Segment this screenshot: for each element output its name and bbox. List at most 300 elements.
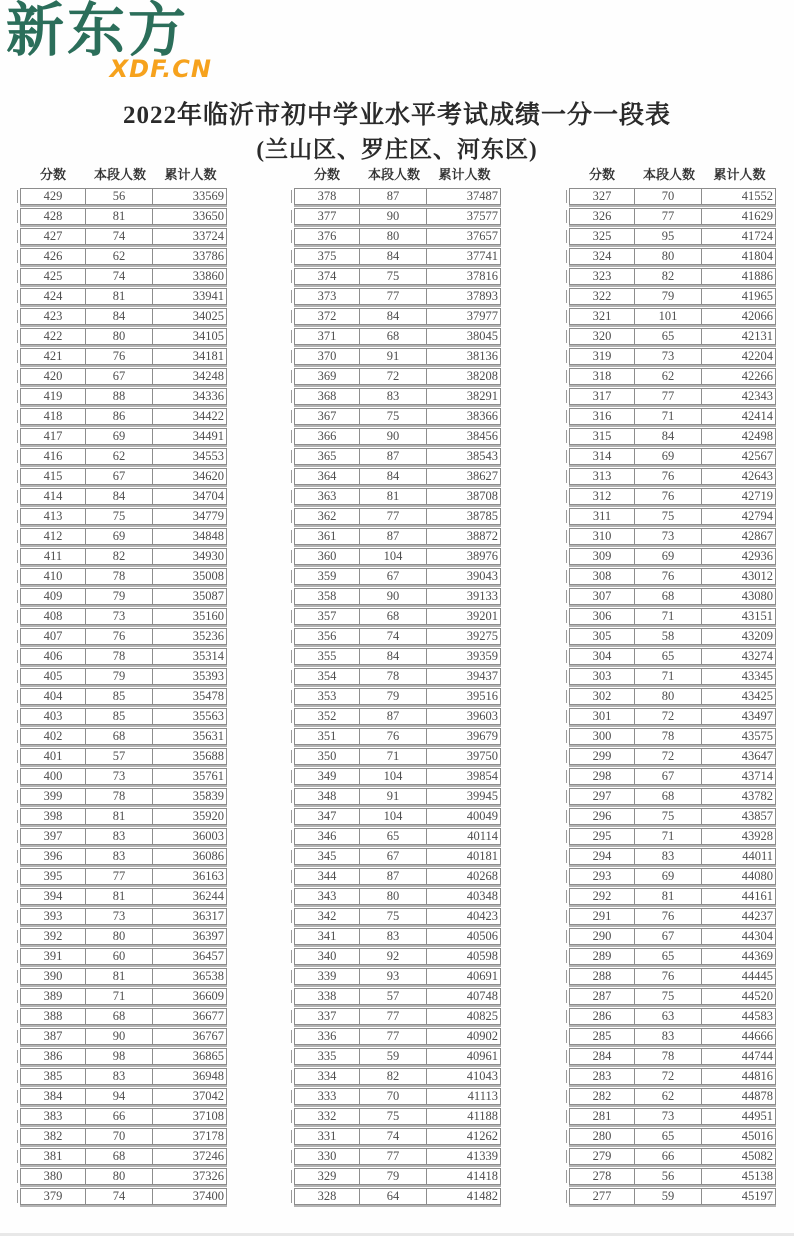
score-cell: 353 <box>317 689 337 703</box>
segment-count-cell: 74 <box>85 269 152 284</box>
score-cell: 335 <box>317 1049 337 1063</box>
table-row <box>20 788 227 805</box>
segment-count-cell: 81 <box>359 489 426 504</box>
segment-count-cell: 85 <box>85 709 152 724</box>
segment-count-cell: 78 <box>634 729 701 744</box>
score-cell: 370 <box>317 349 337 363</box>
segment-count-cell: 62 <box>85 449 152 464</box>
table-row <box>294 928 501 945</box>
table-header-row <box>569 166 776 184</box>
segment-count-cell: 77 <box>85 869 152 884</box>
score-cell: 392 <box>43 929 63 943</box>
table-header-row <box>20 166 227 184</box>
table-row <box>294 408 501 425</box>
segment-count-cell: 79 <box>85 589 152 604</box>
cumulative-count-cell: 40181 <box>426 849 500 864</box>
cumulative-count-cell: 36677 <box>152 1009 226 1024</box>
cumulative-count-cell: 40691 <box>426 969 500 984</box>
cumulative-count-cell: 44011 <box>701 849 775 864</box>
score-cell: 342 <box>317 909 337 923</box>
cumulative-count-cell: 44161 <box>701 889 775 904</box>
cumulative-count-cell: 36457 <box>152 949 226 964</box>
table-row <box>294 828 501 845</box>
table-row <box>569 588 776 605</box>
segment-count-cell: 83 <box>359 929 426 944</box>
segment-count-cell: 68 <box>85 729 152 744</box>
table-row <box>294 668 501 685</box>
cumulative-count-cell: 37326 <box>152 1169 226 1184</box>
segment-count-cell: 74 <box>85 1189 152 1204</box>
table-row <box>294 588 501 605</box>
cumulative-count-cell: 38976 <box>426 549 500 564</box>
segment-count-cell: 77 <box>359 1029 426 1044</box>
segment-count-cell: 80 <box>634 249 701 264</box>
segment-count-cell: 90 <box>359 429 426 444</box>
score-cell: 286 <box>592 1009 612 1023</box>
header-cumulative-count: 累计人数 <box>713 167 766 182</box>
table-row <box>20 768 227 785</box>
cumulative-count-cell: 36317 <box>152 909 226 924</box>
score-cell: 297 <box>592 789 612 803</box>
table-row <box>569 368 776 385</box>
segment-count-cell: 70 <box>634 189 701 204</box>
segment-count-cell: 84 <box>85 309 152 324</box>
table-row <box>569 288 776 305</box>
table-row <box>569 548 776 565</box>
segment-count-cell: 60 <box>85 949 152 964</box>
score-cell: 355 <box>317 649 337 663</box>
table-row <box>294 188 501 205</box>
score-cell: 336 <box>317 1029 337 1043</box>
table-row <box>294 288 501 305</box>
cumulative-count-cell: 42131 <box>701 329 775 344</box>
segment-count-cell: 87 <box>359 189 426 204</box>
cumulative-count-cell: 41886 <box>701 269 775 284</box>
segment-count-cell: 71 <box>634 409 701 424</box>
table-row <box>569 968 776 985</box>
table-body <box>294 188 501 1205</box>
score-cell: 280 <box>592 1129 612 1143</box>
score-cell: 365 <box>317 449 337 463</box>
cumulative-count-cell: 41188 <box>426 1109 500 1124</box>
table-row <box>20 328 227 345</box>
table-row <box>569 908 776 925</box>
score-cell: 414 <box>43 489 63 503</box>
score-cell: 421 <box>43 349 63 363</box>
segment-count-cell: 80 <box>359 889 426 904</box>
segment-count-cell: 80 <box>359 229 426 244</box>
cumulative-count-cell: 33860 <box>152 269 226 284</box>
table-row <box>294 268 501 285</box>
segment-count-cell: 56 <box>634 1169 701 1184</box>
score-cell: 362 <box>317 509 337 523</box>
score-cell: 320 <box>592 329 612 343</box>
segment-count-cell: 72 <box>634 749 701 764</box>
segment-count-cell: 71 <box>359 749 426 764</box>
score-cell: 294 <box>592 849 612 863</box>
table-row <box>294 448 501 465</box>
table-row <box>20 288 227 305</box>
segment-count-cell: 83 <box>85 829 152 844</box>
table-row <box>294 548 501 565</box>
score-cell: 361 <box>317 529 337 543</box>
table-row <box>569 788 776 805</box>
score-cell: 341 <box>317 929 337 943</box>
cumulative-count-cell: 42066 <box>701 309 775 324</box>
table-row <box>569 388 776 405</box>
xdf-logo-brand-text: 新东方 <box>6 0 190 64</box>
cumulative-count-cell: 43782 <box>701 789 775 804</box>
segment-count-cell: 84 <box>634 429 701 444</box>
table-row <box>20 528 227 545</box>
cumulative-count-cell: 33569 <box>152 189 226 204</box>
cumulative-count-cell: 40506 <box>426 929 500 944</box>
cumulative-count-cell: 37400 <box>152 1189 226 1204</box>
score-cell: 288 <box>592 969 612 983</box>
segment-count-cell: 70 <box>85 1129 152 1144</box>
score-cell: 284 <box>592 1049 612 1063</box>
score-cell: 391 <box>43 949 63 963</box>
table-row <box>569 1008 776 1025</box>
table-row <box>569 268 776 285</box>
segment-count-cell: 67 <box>85 369 152 384</box>
table-row <box>294 1128 501 1145</box>
table-row <box>569 748 776 765</box>
score-cell: 373 <box>317 289 337 303</box>
segment-count-cell: 84 <box>85 489 152 504</box>
segment-count-cell: 75 <box>85 509 152 524</box>
cumulative-count-cell: 33650 <box>152 209 226 224</box>
table-row <box>569 1048 776 1065</box>
cumulative-count-cell: 45082 <box>701 1149 775 1164</box>
segment-count-cell: 67 <box>359 849 426 864</box>
segment-count-cell: 91 <box>359 349 426 364</box>
cumulative-count-cell: 44744 <box>701 1049 775 1064</box>
score-cell: 389 <box>43 989 63 1003</box>
cumulative-count-cell: 35393 <box>152 669 226 684</box>
table-row <box>20 1168 227 1185</box>
cumulative-count-cell: 35160 <box>152 609 226 624</box>
segment-count-cell: 92 <box>359 949 426 964</box>
segment-count-cell: 104 <box>359 809 426 824</box>
table-row <box>20 828 227 845</box>
segment-count-cell: 83 <box>85 1069 152 1084</box>
segment-count-cell: 81 <box>85 209 152 224</box>
score-cell: 306 <box>592 609 612 623</box>
segment-count-cell: 73 <box>85 609 152 624</box>
segment-count-cell: 77 <box>359 1009 426 1024</box>
cumulative-count-cell: 34553 <box>152 449 226 464</box>
table-row <box>294 348 501 365</box>
segment-count-cell: 79 <box>85 669 152 684</box>
header-segment-count: 本段人数 <box>93 167 146 182</box>
cumulative-count-cell: 35631 <box>152 729 226 744</box>
table-row <box>294 948 501 965</box>
cumulative-count-cell: 37108 <box>152 1109 226 1124</box>
table-row <box>20 228 227 245</box>
segment-count-cell: 75 <box>359 409 426 424</box>
table-row <box>569 1068 776 1085</box>
table-row <box>20 188 227 205</box>
score-cell: 401 <box>43 749 63 763</box>
cumulative-count-cell: 41965 <box>701 289 775 304</box>
segment-count-cell: 77 <box>359 289 426 304</box>
cumulative-count-cell: 41418 <box>426 1169 500 1184</box>
table-row <box>20 1008 227 1025</box>
score-cell: 383 <box>43 1109 63 1123</box>
segment-count-cell: 77 <box>634 389 701 404</box>
cumulative-count-cell: 42867 <box>701 529 775 544</box>
table-row <box>294 748 501 765</box>
cumulative-count-cell: 33786 <box>152 249 226 264</box>
score-cell: 358 <box>317 589 337 603</box>
page-subtitle: (兰山区、罗庄区、河东区) <box>256 137 538 162</box>
table-row <box>20 948 227 965</box>
header-cumulative-count: 累计人数 <box>438 167 491 182</box>
cumulative-count-cell: 36609 <box>152 989 226 1004</box>
cumulative-count-cell: 34336 <box>152 389 226 404</box>
table-row <box>294 788 501 805</box>
cumulative-count-cell: 41804 <box>701 249 775 264</box>
segment-count-cell: 84 <box>359 649 426 664</box>
cumulative-count-cell: 42643 <box>701 469 775 484</box>
cumulative-count-cell: 37741 <box>426 249 500 264</box>
score-cell: 381 <box>43 1149 63 1163</box>
segment-count-cell: 72 <box>634 709 701 724</box>
score-cell: 345 <box>317 849 337 863</box>
cumulative-count-cell: 44878 <box>701 1089 775 1104</box>
segment-count-cell: 98 <box>85 1049 152 1064</box>
score-cell: 330 <box>317 1149 337 1163</box>
cumulative-count-cell: 37977 <box>426 309 500 324</box>
cumulative-count-cell: 36163 <box>152 869 226 884</box>
table-row <box>20 628 227 645</box>
table-row <box>569 828 776 845</box>
segment-count-cell: 66 <box>634 1149 701 1164</box>
table-row <box>20 1108 227 1125</box>
table-row <box>294 1048 501 1065</box>
table-row <box>569 928 776 945</box>
cumulative-count-cell: 40598 <box>426 949 500 964</box>
cumulative-count-cell: 42498 <box>701 429 775 444</box>
score-cell: 382 <box>43 1129 63 1143</box>
cumulative-count-cell: 35920 <box>152 809 226 824</box>
score-cell: 371 <box>317 329 337 343</box>
table-row <box>294 228 501 245</box>
cumulative-count-cell: 39516 <box>426 689 500 704</box>
segment-count-cell: 71 <box>634 669 701 684</box>
score-cell: 360 <box>317 549 337 563</box>
segment-count-cell: 80 <box>634 689 701 704</box>
segment-count-cell: 83 <box>359 389 426 404</box>
cumulative-count-cell: 39750 <box>426 749 500 764</box>
segment-count-cell: 64 <box>359 1189 426 1204</box>
score-cell: 403 <box>43 709 63 723</box>
score-cell: 334 <box>317 1069 337 1083</box>
score-cell: 300 <box>592 729 612 743</box>
table-row <box>294 1108 501 1125</box>
score-cell: 326 <box>592 209 612 223</box>
segment-count-cell: 79 <box>359 689 426 704</box>
segment-count-cell: 82 <box>634 269 701 284</box>
cumulative-count-cell: 34930 <box>152 549 226 564</box>
score-cell: 408 <box>43 609 63 623</box>
cumulative-count-cell: 42794 <box>701 509 775 524</box>
cumulative-count-cell: 36767 <box>152 1029 226 1044</box>
cumulative-count-cell: 35563 <box>152 709 226 724</box>
cumulative-count-cell: 40423 <box>426 909 500 924</box>
table-row <box>569 1188 776 1205</box>
segment-count-cell: 80 <box>85 329 152 344</box>
segment-count-cell: 87 <box>359 449 426 464</box>
score-cell: 369 <box>317 369 337 383</box>
cumulative-count-cell: 41339 <box>426 1149 500 1164</box>
cumulative-count-cell: 35236 <box>152 629 226 644</box>
segment-count-cell: 81 <box>85 969 152 984</box>
score-cell: 351 <box>317 729 337 743</box>
cumulative-count-cell: 40348 <box>426 889 500 904</box>
score-cell: 290 <box>592 929 612 943</box>
score-cell: 316 <box>592 409 612 423</box>
segment-count-cell: 84 <box>359 309 426 324</box>
header-cumulative-count: 累计人数 <box>164 167 217 182</box>
table-row <box>20 488 227 505</box>
cumulative-count-cell: 34181 <box>152 349 226 364</box>
cumulative-count-cell: 44666 <box>701 1029 775 1044</box>
table-row <box>294 308 501 325</box>
cumulative-count-cell: 44080 <box>701 869 775 884</box>
table-row <box>294 488 501 505</box>
cumulative-count-cell: 42343 <box>701 389 775 404</box>
table-row <box>294 428 501 445</box>
segment-count-cell: 83 <box>634 1029 701 1044</box>
score-cell: 331 <box>317 1129 337 1143</box>
table-row <box>569 528 776 545</box>
table-row <box>294 708 501 725</box>
table-row <box>20 588 227 605</box>
cumulative-count-cell: 34105 <box>152 329 226 344</box>
cumulative-count-cell: 42567 <box>701 449 775 464</box>
table-row <box>569 1148 776 1165</box>
segment-count-cell: 73 <box>634 529 701 544</box>
score-cell: 324 <box>592 249 612 263</box>
table-row <box>294 848 501 865</box>
score-cell: 413 <box>43 509 63 523</box>
segment-count-cell: 88 <box>85 389 152 404</box>
table-row <box>20 1088 227 1105</box>
cumulative-count-cell: 38045 <box>426 329 500 344</box>
segment-count-cell: 87 <box>359 869 426 884</box>
segment-count-cell: 77 <box>359 509 426 524</box>
table-row <box>20 648 227 665</box>
table-row <box>20 708 227 725</box>
cumulative-count-cell: 38366 <box>426 409 500 424</box>
cumulative-count-cell: 36538 <box>152 969 226 984</box>
segment-count-cell: 65 <box>634 1129 701 1144</box>
cumulative-count-cell: 35478 <box>152 689 226 704</box>
score-cell: 427 <box>43 229 63 243</box>
table-row <box>20 308 227 325</box>
table-row <box>294 908 501 925</box>
segment-count-cell: 73 <box>634 349 701 364</box>
cumulative-count-cell: 45197 <box>701 1189 775 1204</box>
score-cell: 298 <box>592 769 612 783</box>
segment-count-cell: 69 <box>85 529 152 544</box>
segment-count-cell: 67 <box>634 769 701 784</box>
segment-count-cell: 70 <box>359 1089 426 1104</box>
segment-count-cell: 78 <box>634 1049 701 1064</box>
score-cell: 292 <box>592 889 612 903</box>
segment-count-cell: 81 <box>85 289 152 304</box>
segment-count-cell: 59 <box>359 1049 426 1064</box>
score-cell: 319 <box>592 349 612 363</box>
segment-count-cell: 104 <box>359 549 426 564</box>
table-row <box>569 948 776 965</box>
segment-count-cell: 80 <box>85 929 152 944</box>
segment-count-cell: 75 <box>634 509 701 524</box>
score-cell: 419 <box>43 389 63 403</box>
table-row <box>20 808 227 825</box>
table-row <box>294 508 501 525</box>
segment-count-cell: 76 <box>634 969 701 984</box>
cumulative-count-cell: 40748 <box>426 989 500 1004</box>
score-cell: 293 <box>592 869 612 883</box>
cumulative-count-cell: 34025 <box>152 309 226 324</box>
segment-count-cell: 90 <box>359 589 426 604</box>
table-row <box>569 228 776 245</box>
cumulative-count-cell: 44369 <box>701 949 775 964</box>
score-cell: 312 <box>592 489 612 503</box>
score-cell: 309 <box>592 549 612 563</box>
score-cell: 278 <box>592 1169 612 1183</box>
table-row <box>294 388 501 405</box>
score-cell: 327 <box>592 189 612 203</box>
segment-count-cell: 78 <box>85 789 152 804</box>
score-cell: 303 <box>592 669 612 683</box>
segment-count-cell: 76 <box>634 489 701 504</box>
score-cell: 366 <box>317 429 337 443</box>
table-body <box>20 188 227 1205</box>
score-cell: 349 <box>317 769 337 783</box>
score-cell: 399 <box>43 789 63 803</box>
segment-count-cell: 73 <box>634 1109 701 1124</box>
table-row <box>294 868 501 885</box>
cumulative-count-cell: 43497 <box>701 709 775 724</box>
score-cell: 357 <box>317 609 337 623</box>
table-row <box>294 1028 501 1045</box>
cumulative-count-cell: 39359 <box>426 649 500 664</box>
score-cell: 310 <box>592 529 612 543</box>
table-row <box>294 368 501 385</box>
table-row <box>569 508 776 525</box>
cumulative-count-cell: 43209 <box>701 629 775 644</box>
table-row <box>569 988 776 1005</box>
segment-count-cell: 56 <box>85 189 152 204</box>
segment-count-cell: 75 <box>359 1109 426 1124</box>
table-row <box>569 1168 776 1185</box>
score-cell: 423 <box>43 309 63 323</box>
table-row <box>20 1128 227 1145</box>
table-row <box>20 568 227 585</box>
table-row <box>20 728 227 745</box>
cumulative-count-cell: 40902 <box>426 1029 500 1044</box>
table-row <box>294 808 501 825</box>
segment-count-cell: 59 <box>634 1189 701 1204</box>
score-cell: 426 <box>43 249 63 263</box>
table-row <box>569 608 776 625</box>
cumulative-count-cell: 39043 <box>426 569 500 584</box>
segment-count-cell: 74 <box>359 629 426 644</box>
